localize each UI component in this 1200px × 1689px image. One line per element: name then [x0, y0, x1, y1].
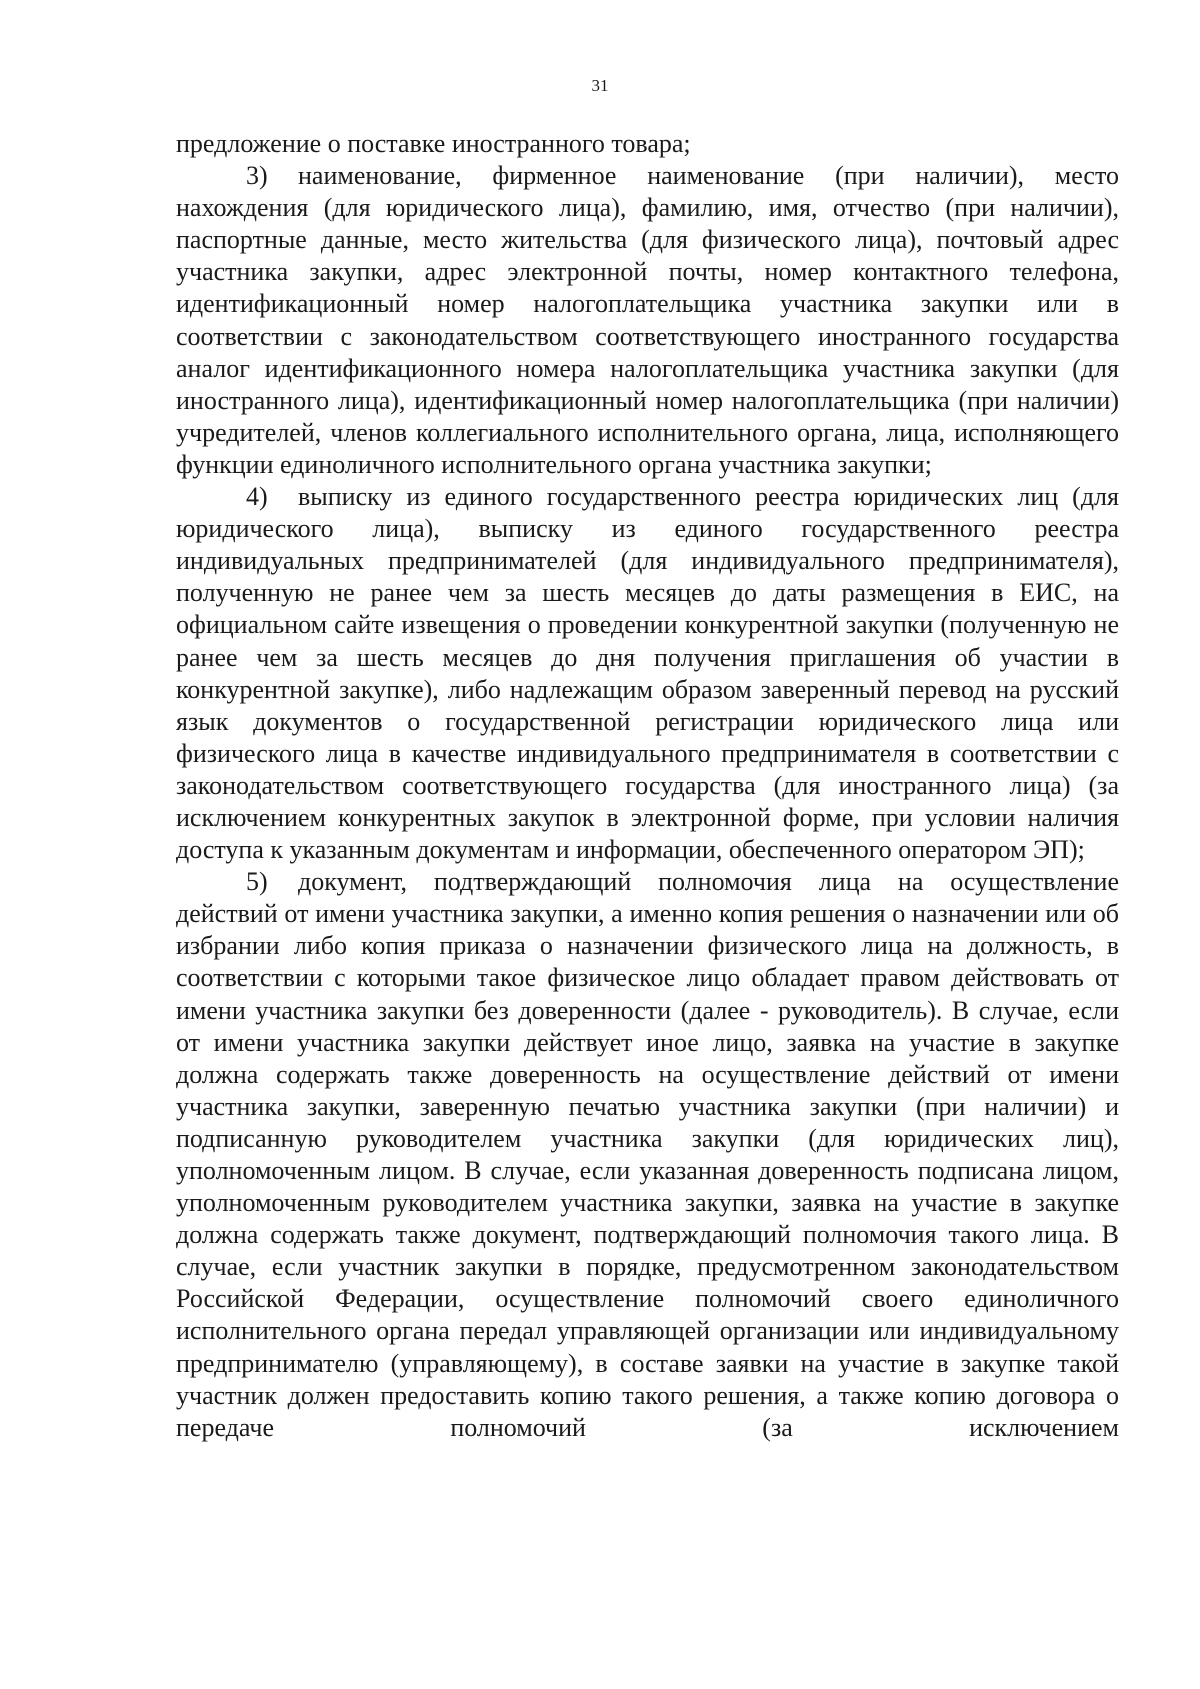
list-item-marker: 4) [246, 482, 268, 512]
paragraph-text: выписку из единого государственного реестра юридических лиц (для юридического лица), выписку из единого государственного реестра индивидуальных предпринимателей (для индивидуального предпринимателя), полученную не ранее чем за шесть месяцев до даты размещения в ЕИС, на официальном сайте извещения о проведении конкурентной закупки (полученную не ранее чем за шесть месяцев до дня получения приглашения об участии в конкурентной закупке), либо надлежащим образом заверенный перевод на русский язык документов о государственной регистрации юридического лица или физического лица в качестве индивидуального предпринимателя в соответствии с законодательством соответствующего государства (для иностранного лица) (за исключением конкурентных закупок в электронной форме, при условии наличия доступа к указанным документам и информации, обеспеченного оператором ЭП); [176, 482, 1119, 865]
paragraph-text: предложение о поставке иностранного товара; [176, 129, 691, 158]
list-item-5 [176, 866, 1119, 1444]
document-body [176, 128, 1119, 1444]
paragraph-text: документ, подтверждающий полномочия лица на осуществление действий от имени участника закупки, а именно копия решения о назначении или об избрании либо копия приказа о назначении физического лица на должность, в соответствии с которыми такое физическое лицо обладает правом действовать от имени участника закупки без доверенности (далее - руководитель). В случае, если от имени участника закупки действует иное лицо, заявка на участие в закупке должна содержать также доверенность на осуществление действий от имени участника закупки, заверенную печатью участника закупки (при наличии) и подписанную руководителем участника закупки (для юридических лиц), уполномоченным лицом. В случае, если указанная доверенность подписана лицом, уполномоченным руководителем участника закупки, заявка на участие в закупке должна содержать также документ, подтверждающий полномочия такого лица. В случае, если участник закупки в порядке, предусмотренном законодательством Российской Федерации, осуществление полномочий своего единоличного исполнительного органа передал управляющей организации или индивидуальному предпринимателю (управляющему), в составе заявки на участие в закупке такой участник должен предоставить копию такого решения, а также копию договора о передаче полномочий (за исключением [176, 867, 1119, 1442]
page-number: 31 [591, 76, 609, 95]
paragraph-text: наименование, фирменное наименование (при наличии), место нахождения (для юридического лица), фамилию, имя, отчество (при наличии), паспортные данные, место жительства (для физического лица), почтовый адрес участника закупки, адрес электронной почты, номер контактного телефона, идентификационный номер налогоплательщика участника закупки или в соответствии с законодательством соответствующего иностранного государства аналог идентификационного номера налогоплательщика участника закупки (для иностранного лица), идентификационный номер налогоплательщика (при наличии) учредителей, членов коллегиального исполнительного органа, лица, исполняющего функции единоличного исполнительного органа участника закупки; [176, 161, 1119, 479]
list-item-4 [176, 481, 1119, 866]
paragraph-continuation [176, 128, 1119, 160]
list-item-marker: 3) [246, 161, 268, 191]
list-item-3 [176, 160, 1119, 481]
list-item-marker: 5) [246, 867, 268, 897]
